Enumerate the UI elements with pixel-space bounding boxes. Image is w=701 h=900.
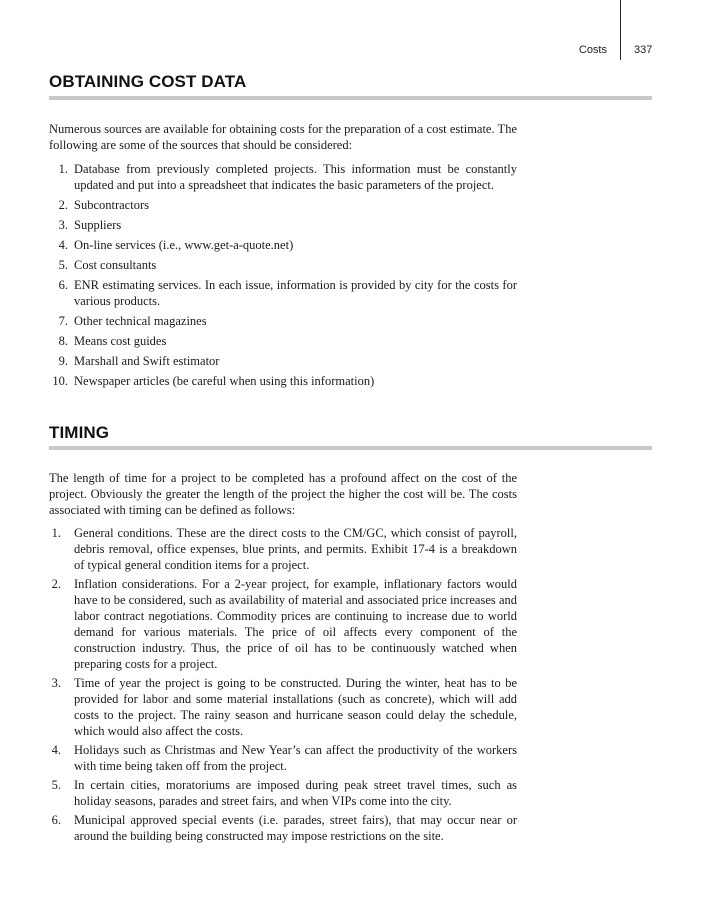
list-item-number: 5. <box>58 258 68 272</box>
list-item-number: 9. <box>58 354 68 368</box>
cost-sources-list <box>49 161 517 393</box>
list-item <box>49 353 517 369</box>
list-item-number: 1. <box>51 526 61 540</box>
list-item-text: Holidays such as Christmas and New Year’s can affect the productivity of the workers with time being taken off from the project. <box>74 743 517 773</box>
list-item-number: 3. <box>51 676 61 690</box>
list-item <box>49 161 517 193</box>
list-item-text: Suppliers <box>74 218 122 232</box>
list-item <box>49 277 517 309</box>
list-item-number: 4. <box>58 238 68 252</box>
list-item-text: General conditions. These are the direct costs to the CM/GC, which consist of payroll, debris removal, office expenses, blue prints, and permits. Exhibit 17-4 is a breakdown of typical general condition items for a project. <box>74 526 517 572</box>
section-heading-timing: TIMING <box>49 423 110 442</box>
section-heading-obtaining-cost-data: OBTAINING COST DATA <box>49 72 247 91</box>
list-item-number: 2. <box>51 577 61 591</box>
list-item-text: Municipal approved special events (i.e. parades, street fairs), that may occur near or around the building being constructed may impose restrictions on the site. <box>74 813 517 843</box>
section-rule <box>49 96 652 100</box>
list-item <box>49 373 517 389</box>
list-item-number: 2. <box>58 198 68 212</box>
page-number: 337 <box>634 44 653 56</box>
list-item-text: Other technical magazines <box>74 314 207 328</box>
list-item <box>49 576 517 672</box>
list-item-number: 7. <box>58 314 68 328</box>
list-item <box>49 217 517 233</box>
section-intro-paragraph: The length of time for a project to be completed has a profound affect on the cost of the project. Obviously the greater the length of the project the higher the cost will be. The costs associated with timing can be defined as follows: <box>49 471 517 517</box>
list-item-number: 3. <box>58 218 68 232</box>
list-item <box>49 525 517 573</box>
list-item-text: Database from previously completed projects. This information must be constantly updated and put into a spreadsheet that indicates the basic parameters of the project. <box>74 162 517 192</box>
list-item-number: 6. <box>51 813 61 827</box>
list-item-text: Cost consultants <box>74 258 157 272</box>
list-item <box>49 777 517 809</box>
list-item-text: In certain cities, moratoriums are imposed during peak street travel times, such as holiday seasons, parades and street fairs, and when VIPs come into the city. <box>74 778 517 808</box>
list-item <box>49 313 517 329</box>
list-item-number: 8. <box>58 334 68 348</box>
list-item <box>49 742 517 774</box>
section-intro-paragraph: Numerous sources are available for obtaining costs for the preparation of a cost estimate. The following are some of the sources that should be considered: <box>49 122 517 152</box>
running-title: Costs <box>578 44 607 56</box>
list-item-text: ENR estimating services. In each issue, information is provided by city for the costs for various products. <box>74 278 517 308</box>
list-item <box>49 812 517 844</box>
list-item-text: Inflation considerations. For a 2-year project, for example, inflationary factors would have to be considered, such as availability of material and associated price increases and labor contract negotiations. Commodity prices are continuing to increase due to world demand for various materials. The price of oil affects every component of the construction industry. Thus, the price of oil has to be continuously watched when preparing costs for a project. <box>74 577 517 671</box>
list-item <box>49 237 517 253</box>
list-item <box>49 197 517 213</box>
timing-costs-list <box>49 525 517 847</box>
list-item-number: 1. <box>58 162 68 176</box>
header-vertical-rule <box>620 0 621 60</box>
section-rule <box>49 446 652 450</box>
list-item-number: 5. <box>51 778 61 792</box>
list-item-text: Newspaper articles (be careful when using this information) <box>74 374 375 388</box>
list-item <box>49 333 517 349</box>
list-item-text: On-line services (i.e., www.get-a-quote.net) <box>74 238 294 252</box>
list-item-number: 10. <box>52 374 68 388</box>
list-item-text: Means cost guides <box>74 334 167 348</box>
list-item-number: 4. <box>51 743 61 757</box>
list-item-number: 6. <box>58 278 68 292</box>
list-item <box>49 257 517 273</box>
list-item-text: Marshall and Swift estimator <box>74 354 220 368</box>
list-item-text: Subcontractors <box>74 198 149 212</box>
list-item <box>49 675 517 739</box>
list-item-text: Time of year the project is going to be constructed. During the winter, heat has to be provided for labor and some material installations (such as concrete), which will add costs to the project. The rainy season and hurricane season could delay the schedule, which would also affect the costs. <box>74 676 517 738</box>
